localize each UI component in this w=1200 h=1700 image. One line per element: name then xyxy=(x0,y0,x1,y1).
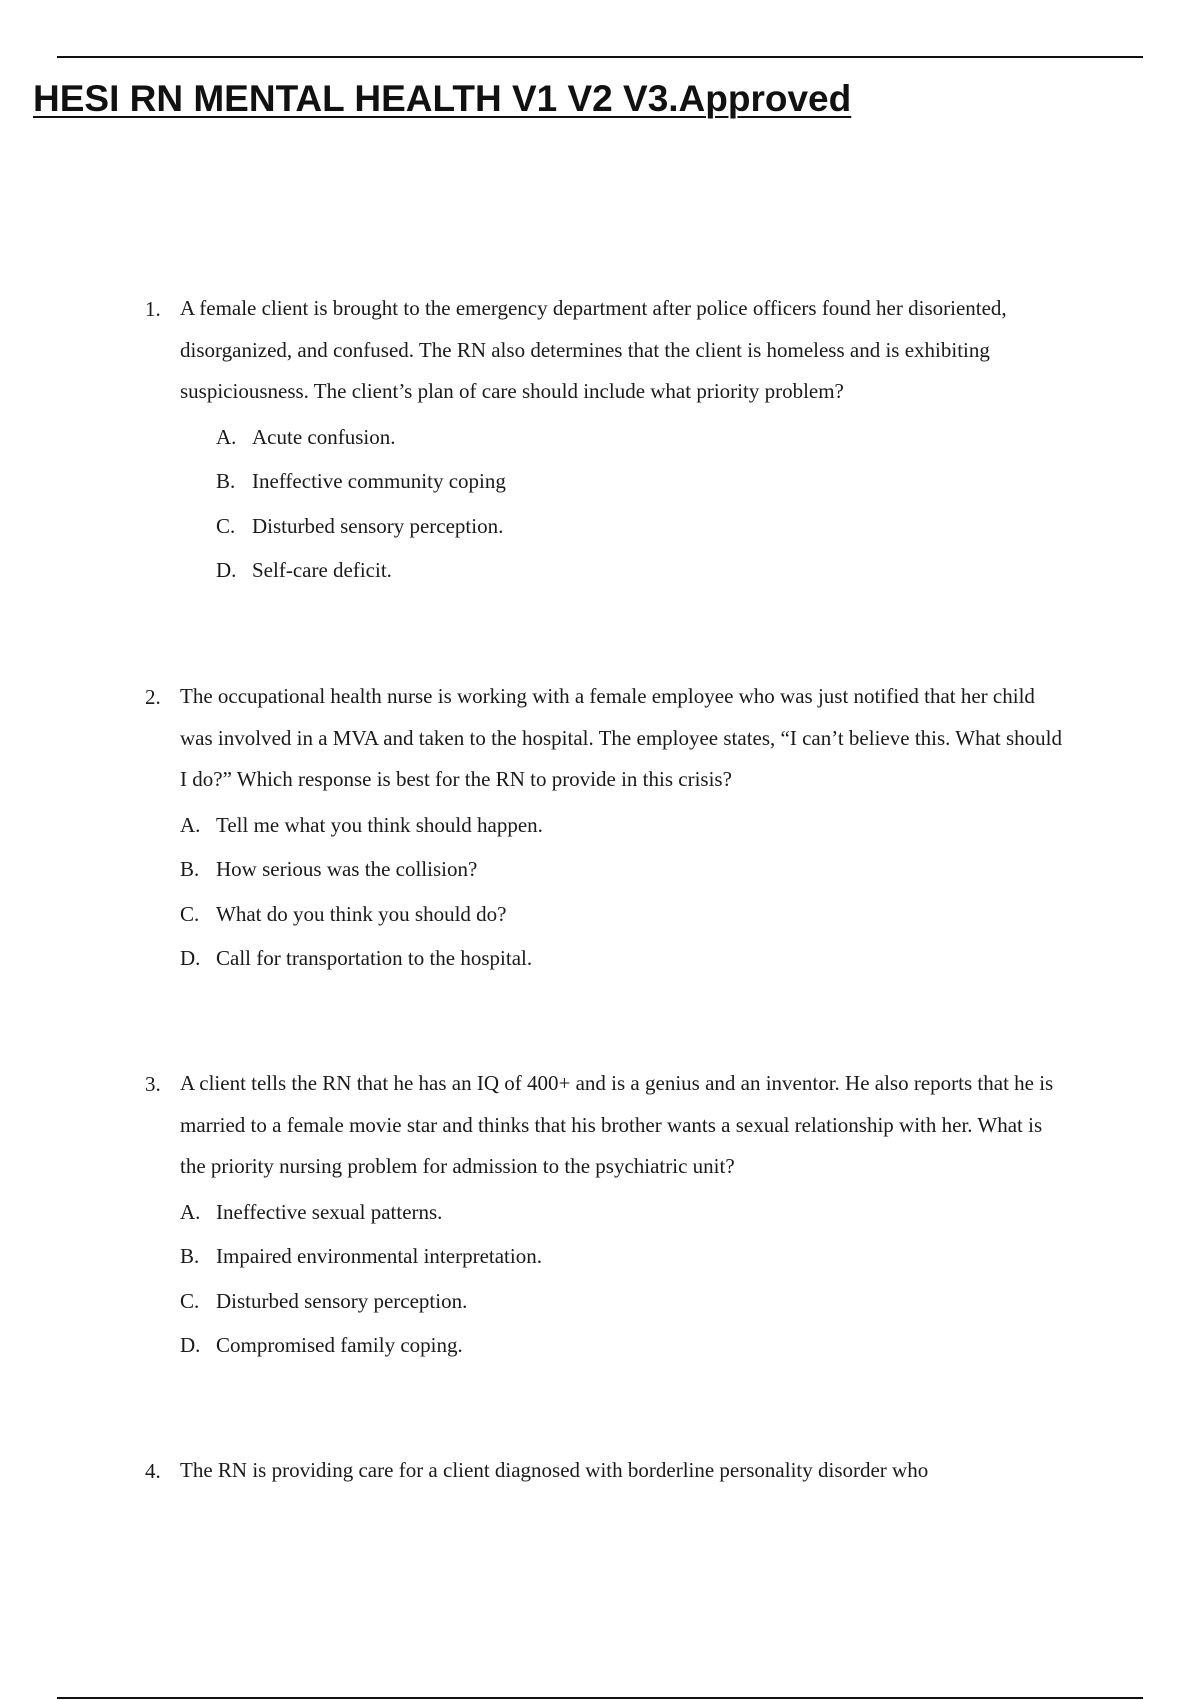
answer-option-d[interactable] xyxy=(216,557,1065,602)
question-number: 3. xyxy=(145,1072,161,1096)
option-text: Ineffective sexual patterns. xyxy=(216,1199,443,1224)
option-text: How serious was the collision? xyxy=(216,857,478,881)
option-letter: C. xyxy=(180,901,200,926)
answer-options xyxy=(216,424,1065,602)
option-letter: A. xyxy=(180,812,201,837)
answer-option-d[interactable] xyxy=(180,945,1065,990)
answer-option-a[interactable] xyxy=(180,812,1065,857)
question-number: 2. xyxy=(145,685,161,709)
option-letter: D. xyxy=(180,946,201,970)
question-2 xyxy=(145,685,1065,990)
option-letter: A. xyxy=(180,1199,201,1224)
option-letter: B. xyxy=(180,1244,200,1268)
option-text: Disturbed sensory perception. xyxy=(216,1288,468,1313)
option-letter: A. xyxy=(216,424,237,449)
option-letter: C. xyxy=(180,1288,200,1313)
option-text: Disturbed sensory perception. xyxy=(252,513,504,538)
answer-option-c[interactable] xyxy=(216,513,1065,558)
answer-option-b[interactable] xyxy=(180,856,1065,901)
option-text: Call for transportation to the hospital. xyxy=(216,946,533,970)
option-text: Ineffective community coping xyxy=(252,469,506,493)
option-letter: C. xyxy=(216,513,236,538)
answer-option-b[interactable] xyxy=(180,1243,1065,1288)
answer-option-a[interactable] xyxy=(180,1199,1065,1244)
answer-option-d[interactable] xyxy=(180,1332,1065,1377)
question-text: The RN is providing care for a client diagnosed with borderline personality disorder who xyxy=(180,1458,929,1482)
answer-option-a[interactable] xyxy=(216,424,1065,469)
answer-option-c[interactable] xyxy=(180,901,1065,946)
question-text: A client tells the RN that he has an IQ of 400+ and is a genius and an inventor. He also reports that he is married to a female movie star and thinks that his brother wants a sexual relationship with her. What is the priority nursing problem for admission to the psychiatric unit? xyxy=(180,1071,1054,1178)
page-title: HESI RN MENTAL HEALTH V1 V2 V3.Approved xyxy=(33,78,852,119)
answer-option-b[interactable] xyxy=(216,468,1065,513)
bottom-rule xyxy=(57,1697,1143,1699)
question-text: A female client is brought to the emergency department after police officers found her disoriented, disorganized, and confused. The RN also determines that the client is homeless and is exhibiting suspiciousness. The client’s plan of care should include what priority problem? xyxy=(180,296,1007,403)
option-letter: B. xyxy=(216,469,236,493)
question-1 xyxy=(145,297,1065,602)
answer-options xyxy=(180,1199,1065,1377)
option-text: Self-care deficit. xyxy=(252,558,392,582)
question-3 xyxy=(145,1072,1065,1377)
option-letter: D. xyxy=(180,1333,201,1357)
option-text: Impaired environmental interpretation. xyxy=(216,1244,542,1268)
option-text: What do you think you should do? xyxy=(216,901,507,926)
top-rule xyxy=(57,56,1143,58)
option-letter: D. xyxy=(216,558,237,582)
option-text: Tell me what you think should happen. xyxy=(216,812,543,837)
answer-options xyxy=(180,812,1065,990)
option-letter: B. xyxy=(180,857,200,881)
question-4 xyxy=(145,1459,1065,1492)
option-text: Compromised family coping. xyxy=(216,1333,463,1357)
option-text: Acute confusion. xyxy=(252,424,396,449)
question-number: 1. xyxy=(145,297,161,321)
answer-option-c[interactable] xyxy=(180,1288,1065,1333)
question-number: 4. xyxy=(145,1459,161,1483)
question-text: The occupational health nurse is working with a female employee who was just notified that her child was involved in a MVA and taken to the hospital. The employee states, “I can’t believe this. What should I do?” Which response is best for the RN to provide in this crisis? xyxy=(180,684,1063,791)
